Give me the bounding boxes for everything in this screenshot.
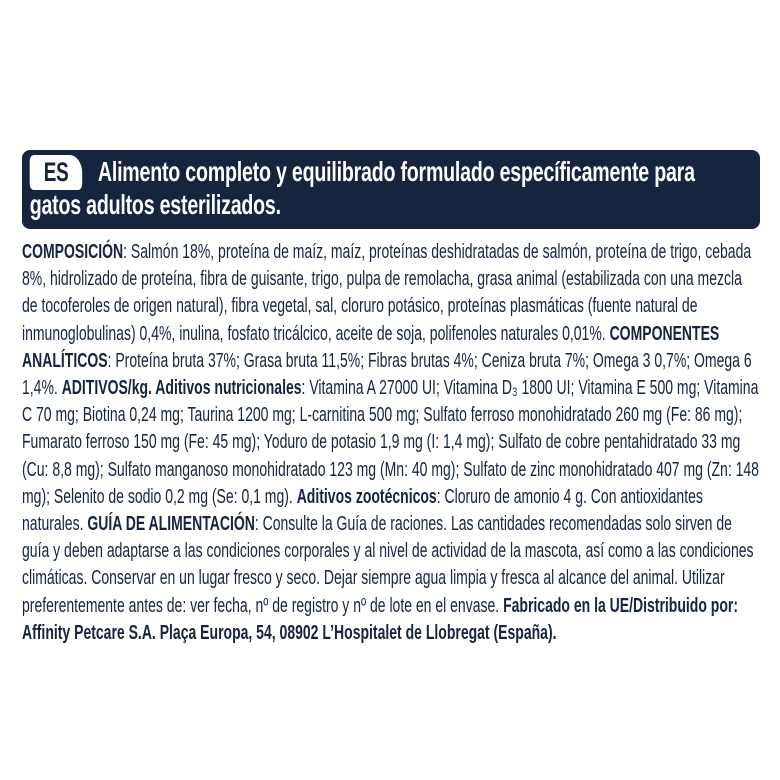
label-text-segment: : Vitamina A 27000 UI; Vitamina D₃ 1800 UI; Vitamina E 500 mg; Vitamina C 70 mg; Biotina 0,24 mg; Taurina 1200 mg; L-carnitina 500 mg; Sulfato ferroso monohidratado 260 mg (Fe: 86 mg); Fumarato ferroso 150 mg (Fe: 45 mg); Yoduro de potasio 1,9 mg (I: 1,4 mg); Sulfato de cobre pentahidratado 33 mg (Cu: 8,8 mg); Sulfato manganoso monohidratado 123 mg (Mn: 40 mg); Sulfato de zinc monohidratado 407 mg (Zn: 148 mg); Selenito de sodio 0,2 mg (Se: 0,1 mg). — [22, 377, 759, 508]
label-text-bold-segment: Aditivos zootécnicos — [296, 485, 437, 508]
label-panel — [22, 150, 760, 647]
label-text-segment: : Consulte la Guía de raciones. Las cantidades recomendadas solo sirven de guía y deben adaptarse a las condiciones corporales y al nivel de actividad de la mascota, así como a las condiciones climáticas. Conservar en un lugar fresco y seco. Dejar siempre agua limpia y fresca al alcance del animal. Utilizar preferentemente antes de: ver fecha, nº de registro y nº de lote en el envase. — [22, 513, 754, 617]
label-text-bold-segment: Fabricado en la UE/Distribuido por: Affinity Petcare S.A. Plaça Europa, 54, 08902 L’Hospitalet de Llobregat (España). — [22, 594, 738, 644]
language-badge-text: ES — [43, 157, 69, 187]
header-inner — [22, 150, 760, 229]
label-text-bold-segment: GUÍA DE ALIMENTACIÓN — [87, 513, 255, 536]
label-text-bold-segment: COMPONENTES ANALÍTICOS — [22, 322, 720, 372]
label-text — [22, 239, 760, 647]
header-bar — [22, 150, 760, 229]
label-text-bold-segment: ADITIVOS/kg. Aditivos nutricionales — [61, 377, 302, 400]
label-body — [22, 239, 760, 647]
language-badge — [30, 155, 83, 190]
label-text-segment: : Cloruro de amonio 4 g. Con antioxidantes naturales. — [22, 485, 703, 536]
header-title: Alimento completo y equilibrado formulado específicamente para gatos adultos esterilizados. — [29, 156, 695, 220]
label-text-bold-segment: COMPOSICIÓN — [22, 241, 124, 263]
label-text-segment: : Proteína bruta 37%; Grasa bruta 11,5%; Fibras brutas 4%; Ceniza bruta 7%; Omega 3 0,7%; Omega 6 1,4%. — [22, 349, 752, 400]
label-text-segment: : Salmón 18%, proteína de maíz, maíz, proteínas deshidratadas de salmón, proteína de trigo, cebada 8%, hidrolizado de proteína, fibra de guisante, trigo, pulpa de remolacha, grasa animal (estabilizada con una mezcla de tocoferoles de origen natural), fibra vegetal, sal, cloruro potásico, proteínas plasmáticas (fuente natural de inmunoglobulinas) 0,4%, inulina, fosfato tricálcico, aceite de soja, polifenoles naturales 0,01%. — [22, 241, 752, 345]
